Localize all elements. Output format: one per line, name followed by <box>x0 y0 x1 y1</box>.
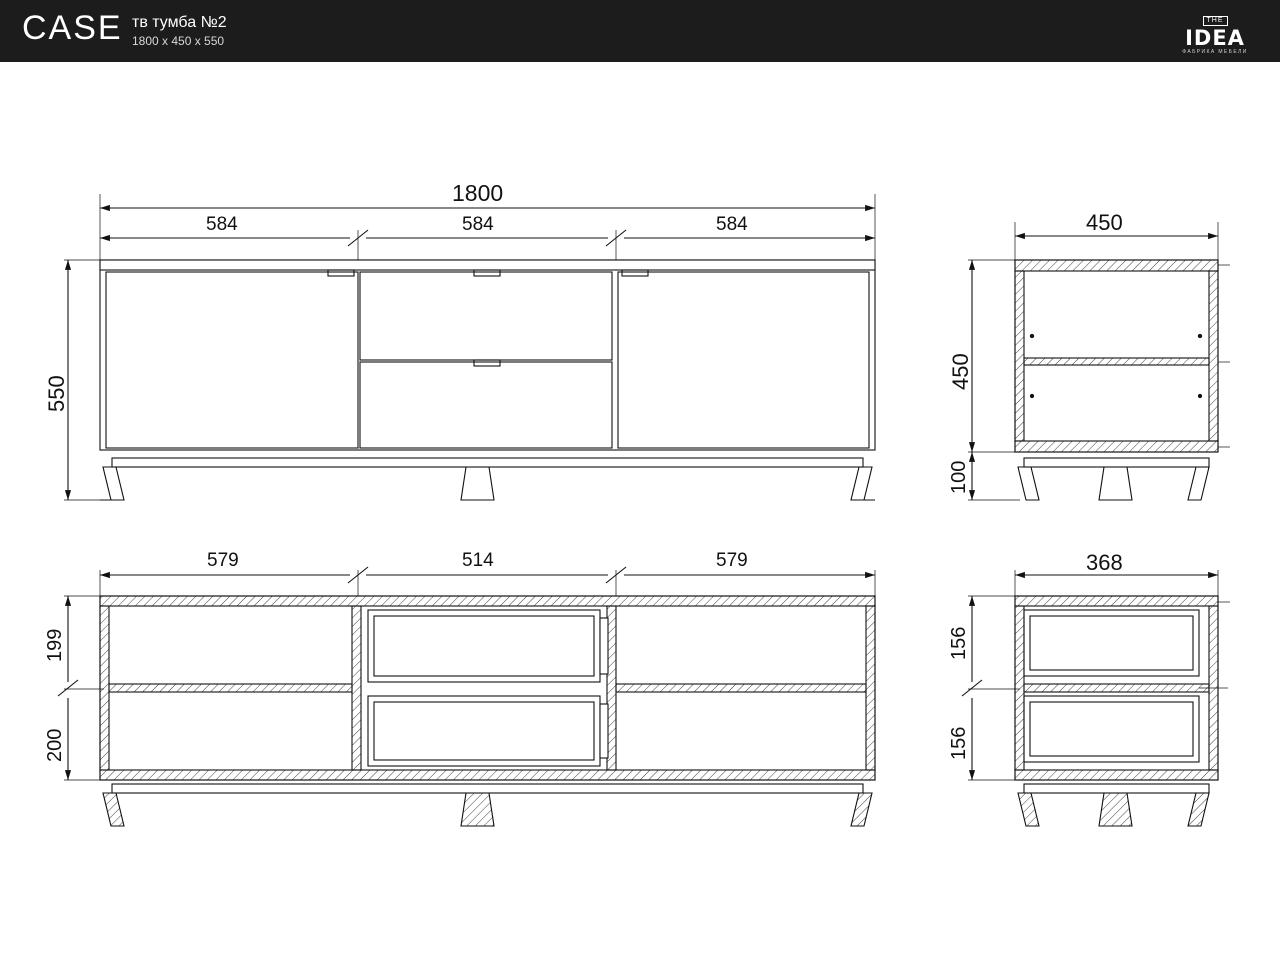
front-section-view <box>58 567 875 826</box>
dim-section-lower-height: 200 <box>44 728 66 762</box>
logo-idea-text: IDEA <box>1185 26 1245 50</box>
dim-section-width-3: 579 <box>716 550 748 571</box>
dim-section-width-1: 579 <box>207 550 239 571</box>
page-header <box>0 0 1280 62</box>
side-section-view <box>962 570 1230 826</box>
page-title: CASE <box>22 9 123 47</box>
dim-front-overall-height: 550 <box>44 375 69 412</box>
dim-front-section-2: 584 <box>462 214 494 235</box>
dim-side-leg-height: 100 <box>948 460 970 494</box>
side-elevation-view <box>968 222 1230 500</box>
product-dimensions: 1800 x 450 x 550 <box>132 34 225 48</box>
front-elevation-view <box>64 194 875 500</box>
dim-front-section-3: 584 <box>716 214 748 235</box>
dim-section-upper-height: 199 <box>44 628 66 662</box>
dim-side-section-depth: 368 <box>1086 550 1123 575</box>
dim-front-section-1: 584 <box>206 214 238 235</box>
dim-front-overall-width: 1800 <box>452 180 504 206</box>
logo-tagline: ФАБРИКА МЕБЕЛИ <box>1182 49 1248 55</box>
logo-the-text: THE <box>1203 16 1228 26</box>
drawing-svg <box>0 62 1280 959</box>
dim-side-section-lower-height: 156 <box>948 726 970 760</box>
technical-drawing-canvas <box>0 62 1280 959</box>
dim-section-width-2: 514 <box>462 550 494 571</box>
dim-side-section-upper-height: 156 <box>948 626 970 660</box>
dim-side-body-height: 450 <box>948 353 973 390</box>
product-subtitle: тв тумба №2 <box>132 14 227 31</box>
dim-side-depth: 450 <box>1086 210 1123 235</box>
brand-logo <box>1172 9 1258 53</box>
